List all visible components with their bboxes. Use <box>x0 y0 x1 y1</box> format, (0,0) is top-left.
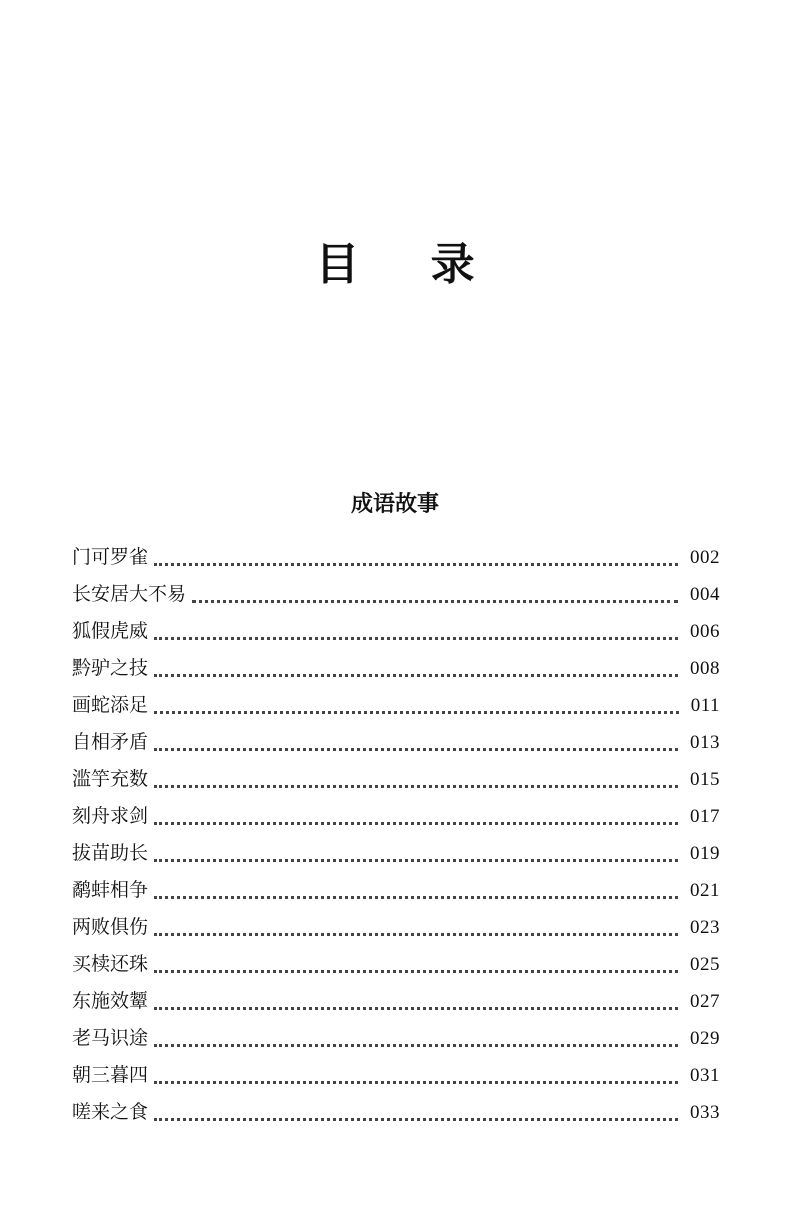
dot-leader <box>154 636 678 640</box>
dot-leader <box>154 858 678 862</box>
toc-entry[interactable] <box>72 835 720 872</box>
toc-entry[interactable] <box>72 576 720 613</box>
dot-leader <box>154 969 678 973</box>
section-title: 成语故事 <box>350 491 439 517</box>
toc-entry[interactable] <box>72 687 720 724</box>
toc-entry[interactable] <box>72 724 720 761</box>
toc-entry-page-number: 031 <box>690 1065 720 1086</box>
dot-leader <box>154 562 678 566</box>
toc-entry-page-number: 017 <box>690 806 720 827</box>
toc-entry[interactable] <box>72 909 720 946</box>
toc-entry[interactable] <box>72 613 720 650</box>
toc-entry-page-number: 015 <box>690 769 720 790</box>
toc-entry-page-number: 008 <box>690 658 720 679</box>
toc-entry-title: 画蛇添足 <box>72 694 149 716</box>
toc-entry-title: 朝三暮四 <box>72 1064 149 1086</box>
toc-entry-page-number: 004 <box>690 584 720 605</box>
dot-leader <box>192 599 678 603</box>
table-of-contents <box>72 539 720 1131</box>
toc-entry-page-number: 013 <box>690 732 720 753</box>
dot-leader <box>154 710 679 714</box>
toc-entry-page-number: 002 <box>690 547 720 568</box>
dot-leader <box>154 1006 678 1010</box>
toc-entry-page-number: 006 <box>690 621 720 642</box>
toc-entry[interactable] <box>72 946 720 983</box>
toc-entry-page-number: 011 <box>690 695 720 716</box>
toc-entry[interactable] <box>72 983 720 1020</box>
dot-leader <box>154 784 678 788</box>
dot-leader <box>154 932 678 936</box>
toc-entry-page-number: 033 <box>690 1102 720 1123</box>
toc-entry-page-number: 029 <box>690 1028 720 1049</box>
dot-leader <box>154 1080 678 1084</box>
toc-entry-page-number: 025 <box>690 954 720 975</box>
toc-entry-title: 黔驴之技 <box>72 657 149 679</box>
toc-entry[interactable] <box>72 1057 720 1094</box>
toc-entry-title: 嗟来之食 <box>72 1101 149 1123</box>
dot-leader <box>154 1117 678 1121</box>
toc-entry-title: 狐假虎威 <box>72 620 149 642</box>
dot-leader <box>154 1043 678 1047</box>
toc-entry-page-number: 023 <box>690 917 720 938</box>
toc-entry[interactable] <box>72 650 720 687</box>
dot-leader <box>154 895 678 899</box>
toc-entry[interactable] <box>72 798 720 835</box>
toc-entry[interactable] <box>72 539 720 576</box>
toc-entry-page-number: 027 <box>690 991 720 1012</box>
toc-entry[interactable] <box>72 1020 720 1057</box>
toc-entry[interactable] <box>72 872 720 909</box>
toc-entry-page-number: 019 <box>690 843 720 864</box>
toc-entry-title: 东施效颦 <box>72 990 149 1012</box>
toc-entry-title: 买椟还珠 <box>72 953 149 975</box>
toc-entry-title: 自相矛盾 <box>72 731 149 753</box>
toc-entry-title: 长安居大不易 <box>72 583 187 605</box>
toc-entry-title: 两败俱伤 <box>72 916 149 938</box>
dot-leader <box>154 747 678 751</box>
toc-entry-page-number: 021 <box>690 880 720 901</box>
toc-entry-title: 刻舟求剑 <box>72 805 149 827</box>
toc-entry-title: 门可罗雀 <box>72 546 149 568</box>
dot-leader <box>154 673 678 677</box>
toc-entry[interactable] <box>72 1094 720 1131</box>
toc-entry-title: 滥竽充数 <box>72 768 149 790</box>
page-title: 目 录 <box>315 239 503 290</box>
toc-entry-title: 鹬蚌相争 <box>72 879 149 901</box>
toc-entry-title: 拔苗助长 <box>72 842 149 864</box>
toc-entry[interactable] <box>72 761 720 798</box>
dot-leader <box>154 821 678 825</box>
toc-entry-title: 老马识途 <box>72 1027 149 1049</box>
